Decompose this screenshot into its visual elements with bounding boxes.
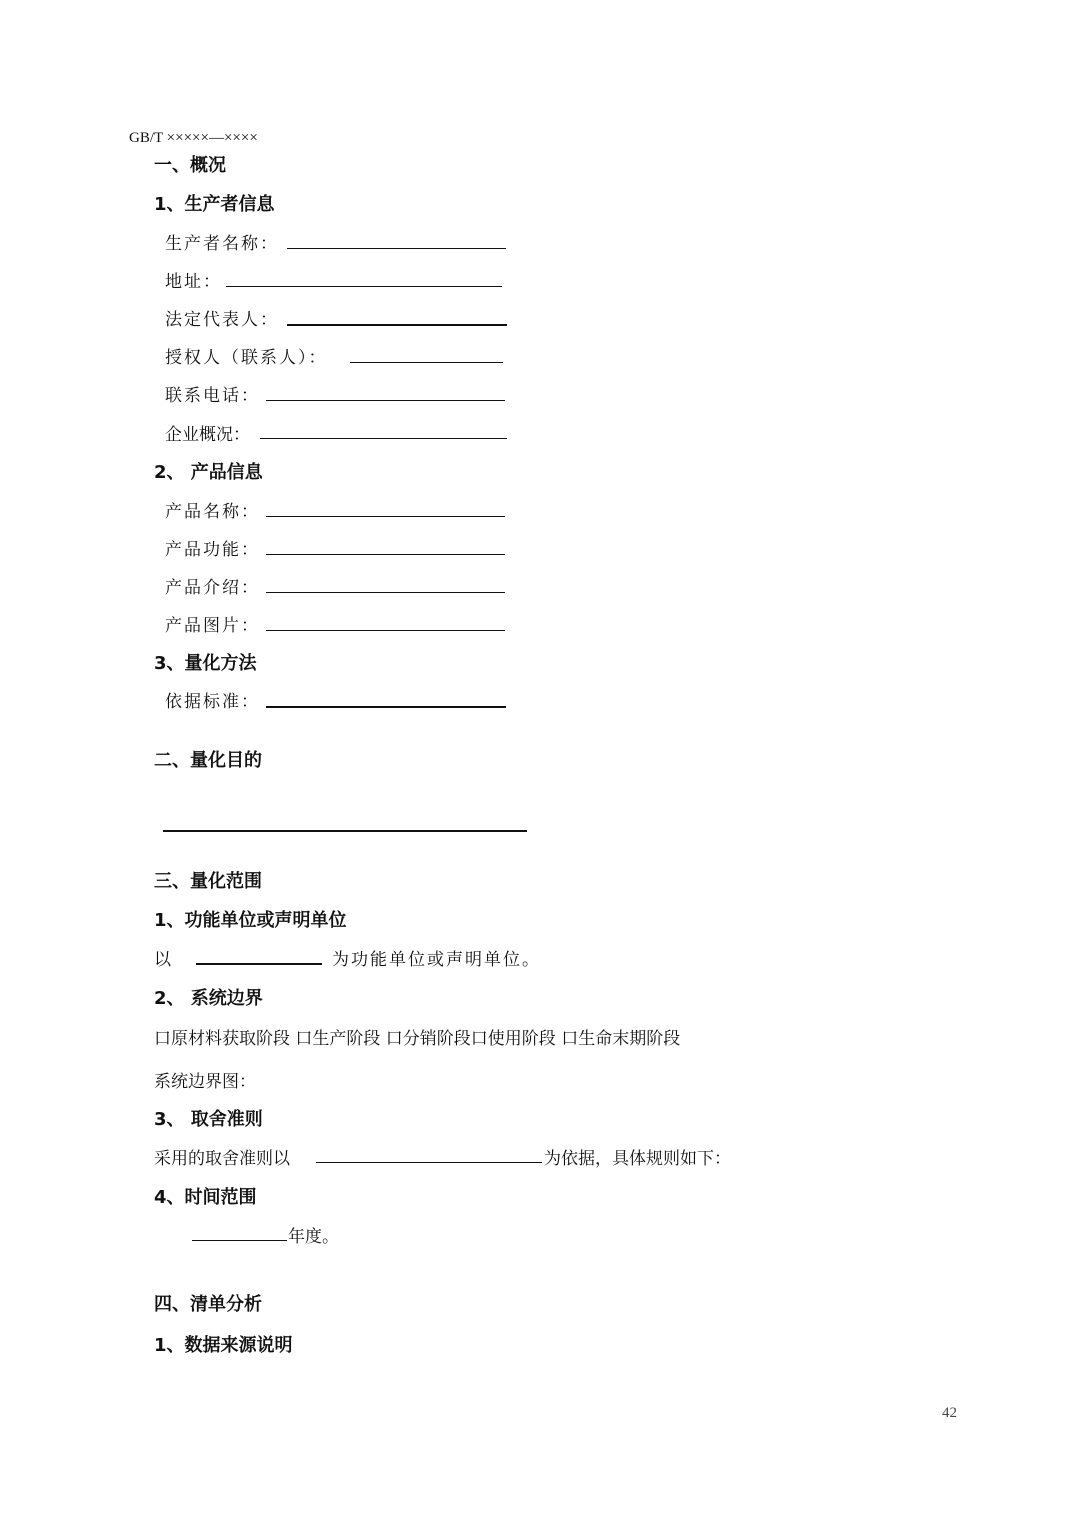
field-producer-name[interactable] <box>287 248 506 249</box>
field-company-overview[interactable] <box>260 438 507 439</box>
label-system-boundary-diagram: 系统边界图： <box>154 1072 256 1092</box>
label-address: 地址： <box>165 272 222 292</box>
section-title-scope-text: 三、量化范围 <box>154 871 262 892</box>
label-product-intro: 产品介绍： <box>165 578 260 598</box>
field-year[interactable] <box>192 1240 287 1241</box>
label-authorized-person: 授权人（联系人）： <box>165 348 328 368</box>
subsection-title-system-boundary: 2、 系统边界 <box>154 988 263 1009</box>
subsection-title-producer: 1、生产者信息 <box>154 194 275 215</box>
field-standard[interactable] <box>266 706 506 708</box>
time-range-suffix: 年度。 <box>288 1227 339 1247</box>
functional-unit-prefix: 以 <box>154 950 173 970</box>
cutoff-prefix: 采用的取舍准则以 <box>154 1149 290 1169</box>
field-authorized-person[interactable] <box>350 362 503 363</box>
subsection-title-method: 3、量化方法 <box>154 653 257 674</box>
subsection-title-functional-unit: 1、功能单位或声明单位 <box>154 910 347 931</box>
label-producer-name: 生产者名称： <box>165 234 279 254</box>
field-legal-representative[interactable] <box>287 324 507 326</box>
subsection-title-time-range: 4、时间范围 <box>154 1187 257 1208</box>
section-title-purpose: 二、量化目的 <box>154 750 262 771</box>
label-standard: 依据标准： <box>165 692 260 712</box>
field-product-function[interactable] <box>266 554 505 555</box>
subsection-title-cutoff: 3、 取舍准则 <box>154 1109 263 1130</box>
field-purpose[interactable] <box>163 830 527 832</box>
field-address[interactable] <box>226 286 502 287</box>
functional-unit-suffix: 为功能单位或声明单位。 <box>332 950 541 970</box>
field-cutoff-basis[interactable] <box>316 1162 542 1163</box>
subsection-title-data-source: 1、数据来源说明 <box>154 1335 293 1356</box>
document-code: GB/T ×××××—×××× <box>129 130 258 146</box>
cutoff-suffix: 为依据，具体规则如下： <box>544 1149 731 1169</box>
section-title-inventory: 四、清单分析 <box>154 1294 262 1315</box>
label-contact-phone: 联系电话： <box>165 386 260 406</box>
system-boundary-options[interactable]: 口原材料获取阶段 口生产阶段 口分销阶段口使用阶段 口生命末期阶段 <box>154 1029 681 1049</box>
label-company-overview: 企业概况： <box>165 425 250 445</box>
label-product-function: 产品功能： <box>165 540 260 560</box>
field-product-name[interactable] <box>266 516 505 517</box>
label-product-picture: 产品图片： <box>165 616 260 636</box>
subsection-title-product: 2、 产品信息 <box>154 462 263 483</box>
field-contact-phone[interactable] <box>266 400 505 401</box>
label-legal-representative: 法定代表人： <box>165 310 279 330</box>
page-number: 42 <box>942 1405 957 1421</box>
section-title-scope <box>154 867 262 893</box>
field-functional-unit[interactable] <box>196 963 322 965</box>
section-title-overview: 一、概况 <box>154 155 226 176</box>
label-product-name: 产品名称： <box>165 502 260 522</box>
field-product-picture[interactable] <box>266 630 505 631</box>
field-product-intro[interactable] <box>266 592 505 593</box>
